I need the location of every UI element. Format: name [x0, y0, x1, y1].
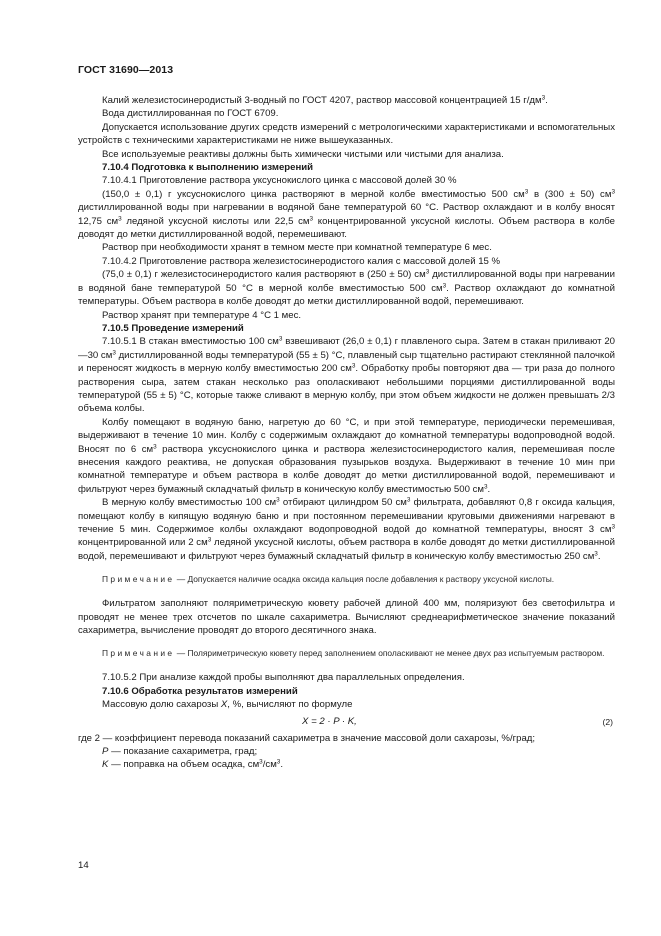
section-heading-measurements: 7.10.5 Проведение измерений	[102, 322, 244, 334]
section-heading-preparation: 7.10.4 Подготовка к выполнению измерений	[102, 162, 314, 174]
note-label: Примечание	[102, 574, 175, 585]
page-number: 14	[78, 860, 89, 871]
formula-sucrose	[78, 714, 615, 730]
paragraph-zinc-acetate-procedure: (150,0 ± 0,1) г уксуснокислого цинка растворяют в мерной колбе вместимостью 500 $см^3$ в (300 ± 50) $см^3$ дистиллированной воды при нагревании в водяной бане температурой 60 °С. Раствор охлаждают и в колбу вносят 12,75 $см^3$ ледяной уксусной кислоты или 22,5 $см^3$ концентрированной уксусной кислоты. Объем раствора в колбе доводят до метки дистиллированной водой, перемешивают.	[78, 188, 615, 241]
paragraph-parallel-determinations: 7.10.5.2 При анализе каждой пробы выполняют два параллельных определения.	[102, 672, 465, 684]
paragraph-zinc-acetate-title: 7.10.4.1 Приготовление раствора уксуснокислого цинка с массовой долей 30 %	[102, 175, 457, 187]
paragraph-calcium-oxide: В мерную колбу вместимостью 100 $см^3$ отбирают цилиндром 50 $см^3$ фильтрата, добавляют 0,8 г оксида кальция, помещают колбу в кипящую водяную баню и при постоянном перемешивании круговыми движениями нагревают в течение 5 мин. Содержимое колбы охлаждают водопроводной водой до комнатной температуры, вносят 3 $см^3$ концентрированной или 2 $см^3$ ледяной уксусной кислоты, объем раствора в колбе доводят до метки дистиллированной водой, перемешивают и фильтруют через бумажный складчатый фильтр в коническую колбу вместимостью 250 $см^3$.	[78, 496, 616, 562]
paragraph-polarimetry: Фильтратом заполняют поляриметрическую кювету рабочей длиной 400 мм, поляризуют без светофильтра и проводят не менее трех отсчетов по шкале сахариметра. Вычисляют среднеарифметическое значение показаний сахариметра, вычисление проводят до второго десятичного знака.	[78, 598, 615, 637]
paragraph-reagent-potassium: Калий железистосинеродистый 3-водный по ГОСТ 4207, раствор массовой концентрацией 15 $г/дм^3$.	[102, 94, 548, 106]
paragraph-sample-prep: 7.10.5.1 В стакан вместимостью 100 $см^3$ взвешивают (26,0 ± 0,1) г плавленого сыра. Затем в стакан приливают 20—30 $см^3$ дистиллированной воды температурой (55 ± 5) °С, плавленый сыр тщательно растирают стеклянной палочкой и переносят жидкость в мерную колбу вместимостью 200 $см^3$. Обработку пробы повторяют два — три раза до полного растворения сыра, затем стакан несколько раз ополаскивают небольшими порциями дистиллированной воды температурой (55 ± 5) °С, которые также сливают в мерную колбу, при этом объем жидкости не должен превышать 2/3 объема колбы.	[78, 335, 616, 415]
paragraph-potassium-procedure: (75,0 ± 0,1) г железистосинеродистого калия растворяют в (250 ± 50) $см^3$ дистиллированной воды при нагревании в водяной бане температурой 50 °С в мерной колбе вместимостью 500 $см^3$. Раствор охлаждают до комнатной температуры. Объем раствора в колбе доводят до метки дистиллированной водой, перемешивают.	[78, 268, 616, 308]
note-label: Примечание	[102, 648, 175, 659]
paragraph-formula-intro: Массовую долю сахарозы X, %, вычисляют по формуле	[102, 699, 353, 711]
formula-where-coefficient: где 2 — коэффициент перевода показаний сахариметра в значение массовой доли сахарозы, %/град;	[78, 732, 536, 744]
note-cuvette-rinse: Примечание — Поляриметрическую кювету перед заполнением ополаскивают не менее двух раз испытуемым раствором.	[102, 648, 605, 659]
page-content	[78, 94, 615, 772]
formula-definition-p: P — показание сахариметра, град;	[102, 746, 258, 758]
paragraph-water: Вода дистиллированная по ГОСТ 6709.	[102, 108, 279, 120]
note-calcium-sediment: Примечание — Допускается наличие осадка оксида кальция после добавления к раствору уксусной кислоты.	[102, 574, 555, 585]
formula-number: (2)	[602, 716, 613, 727]
page-header: ГОСТ 31690—2013	[78, 64, 174, 76]
paragraph-reagents-purity: Все используемые реактивы должны быть химически чистыми или чистыми для анализа.	[102, 148, 504, 160]
paragraph-potassium-title: 7.10.4.2 Приготовление раствора железистосинеродистого калия с массовой долей 15 %	[102, 255, 501, 267]
section-heading-results: 7.10.6 Обработка результатов измерений	[102, 685, 298, 697]
formula-definition-k: K — поправка на объем осадка, $см^3/см^3$.	[102, 758, 284, 771]
paragraph-water-bath: Колбу помещают в водяную баню, нагретую до 60 °С, и при этой температуре, периодически перемешивая, выдерживают в течение 10 мин. Колбу с содержимым охлаждают до комнатной температуры водопроводной водой. Вносят по 6 $см^3$ раствора уксуснокислого цинка и раствора железистосинеродистого калия, перемешивая после внесения каждого реактива, не допуская образования пузырьков воздуха. Выдерживают в течение 10 мин при комнатной температуре и объем раствора в колбе доводят до метки дистиллированной водой, перемешивают и фильтруют через бумажный складчатый фильтр в коническую колбу вместимостью 500 $см^3$.	[78, 416, 615, 495]
paragraph-allowed-tools: Допускается использование других средств измерений с метрологическими характеристиками и вспомогательных устройств с техническими характеристиками не ниже вышеуказанных.	[78, 121, 615, 147]
paragraph-storage-potassium: Раствор хранят при температуре 4 °С 1 мес.	[102, 309, 302, 321]
formula-expression: X = 2 · P · K,	[302, 715, 357, 727]
paragraph-storage-zinc: Раствор при необходимости хранят в темном месте при комнатной температуре 6 мес.	[102, 242, 492, 254]
